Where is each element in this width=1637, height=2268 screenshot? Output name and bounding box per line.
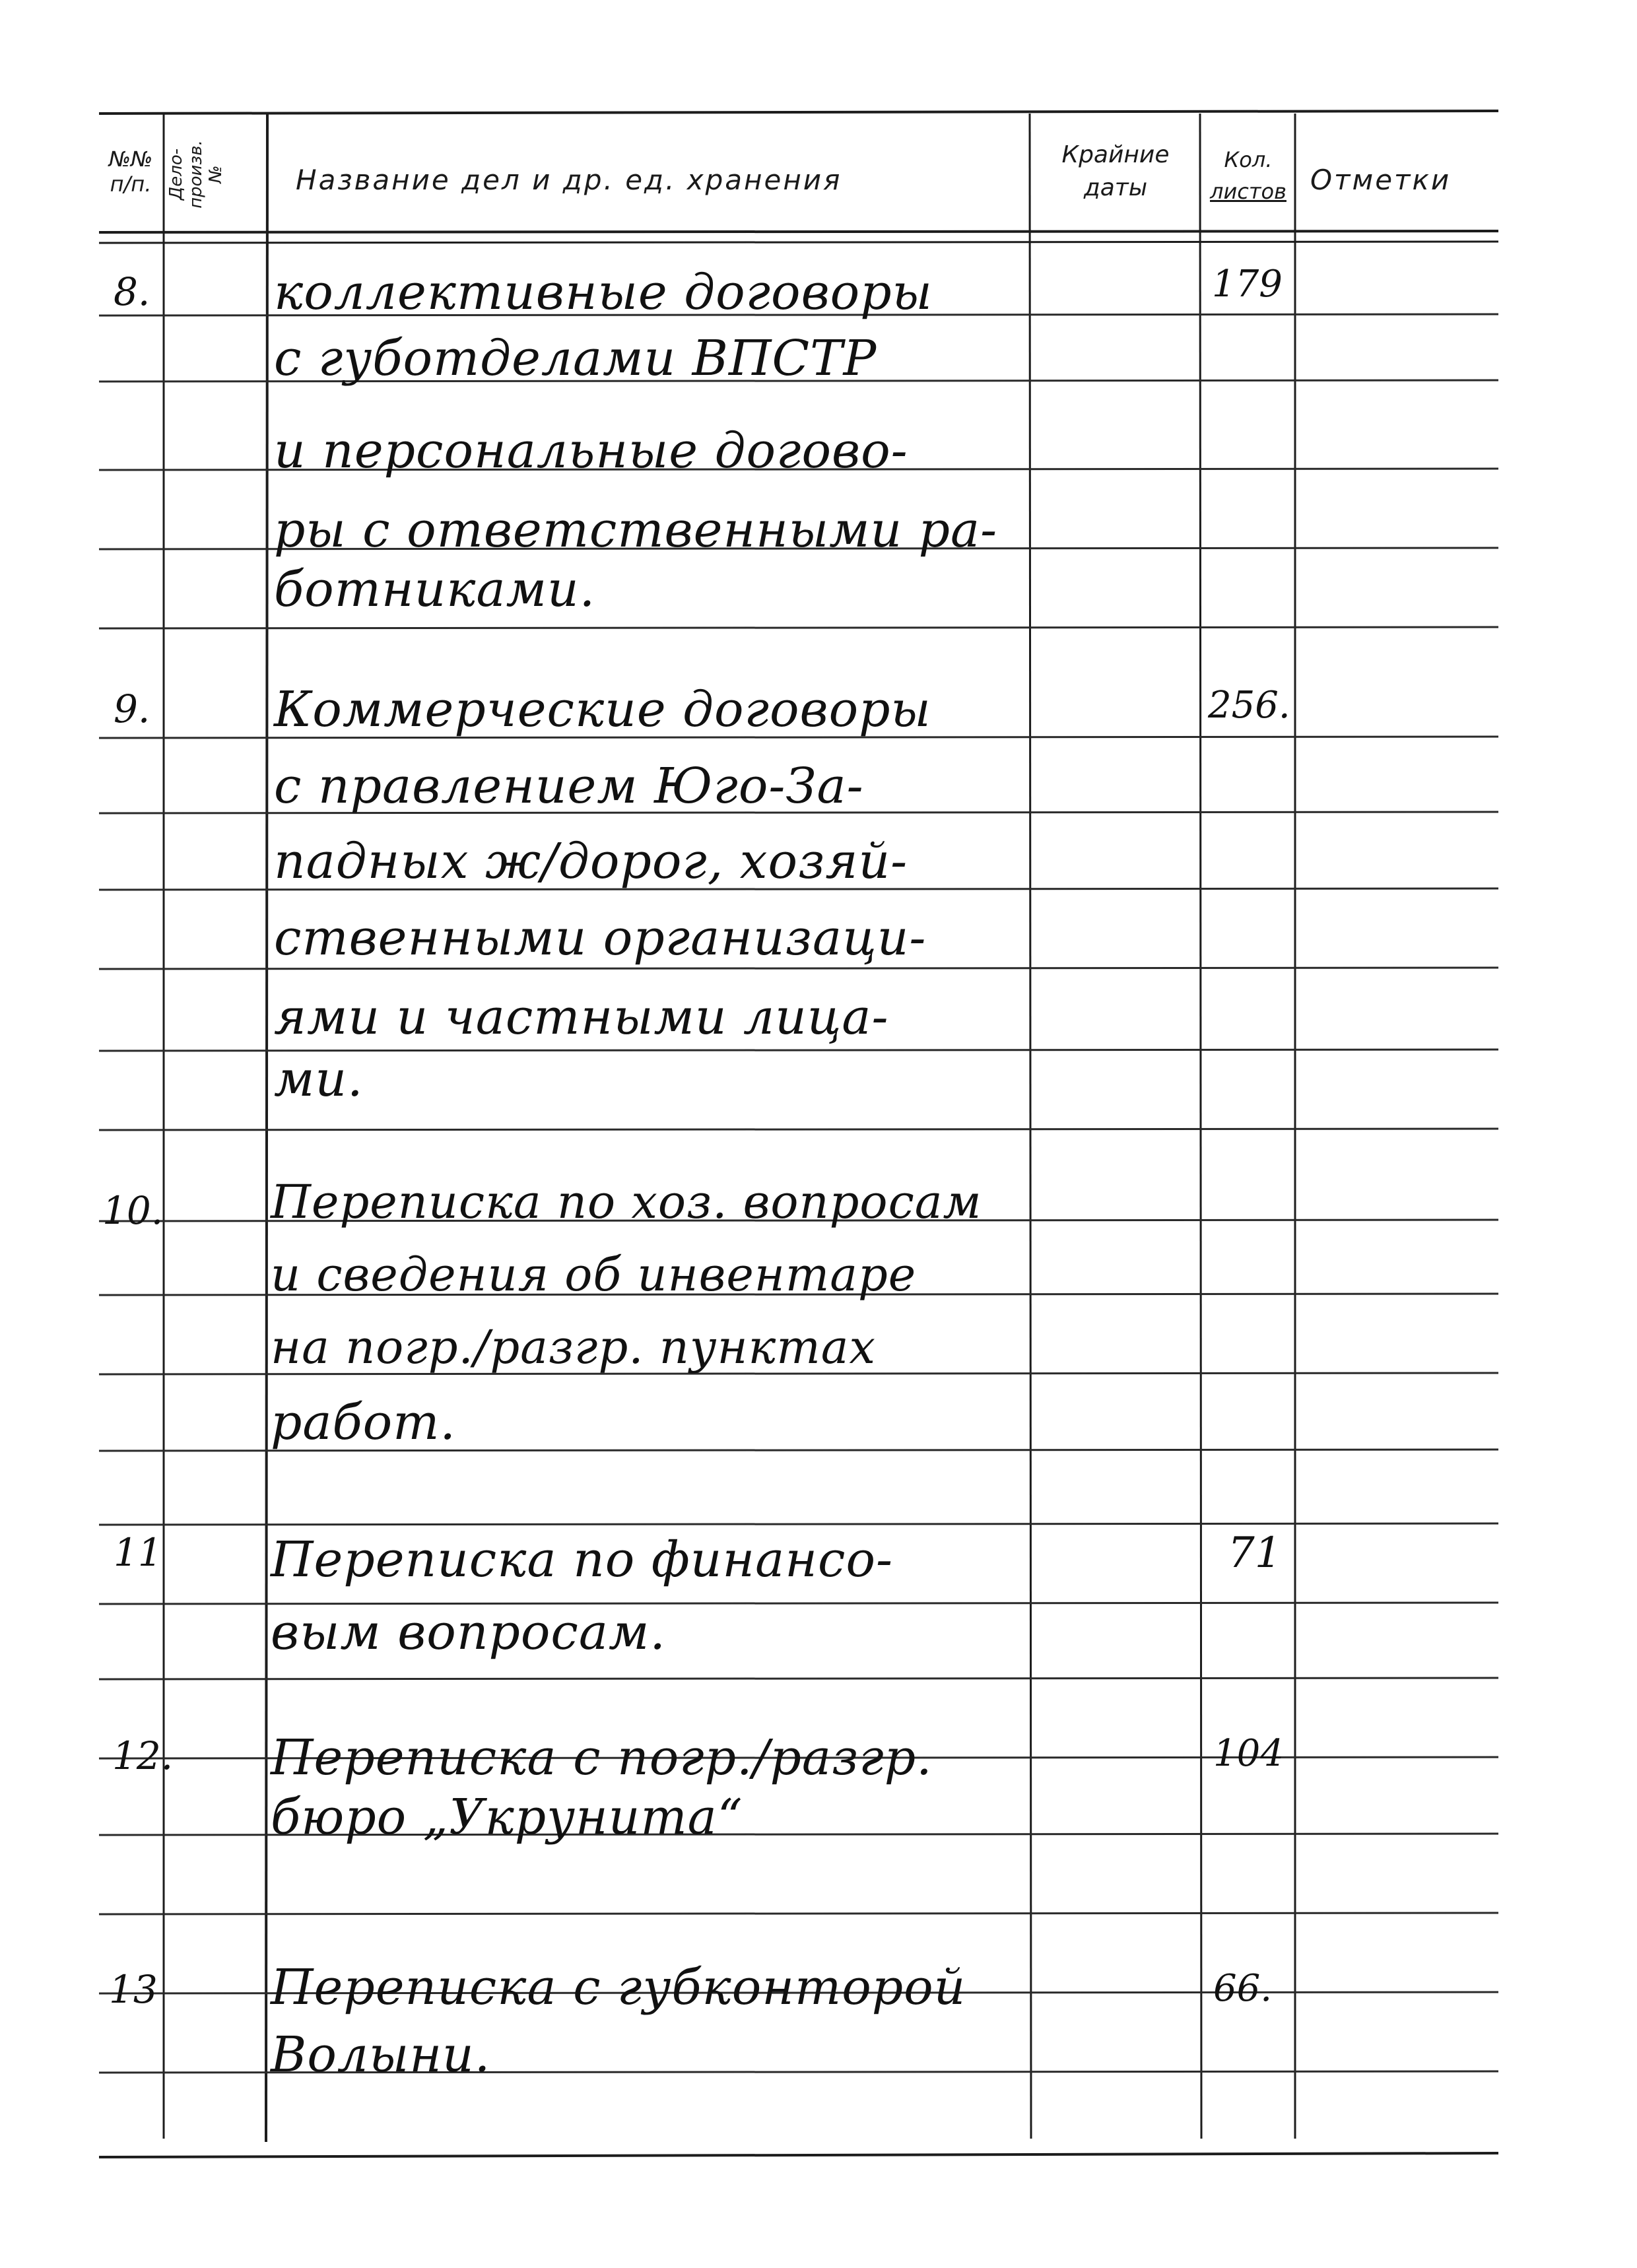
row-title-line: Переписка с губконторой: [271, 1959, 966, 2016]
header-col-case: [166, 119, 265, 230]
ruling-line: [99, 1678, 1498, 1679]
ruling-line: [99, 627, 1498, 628]
header-col-sheets: [1201, 144, 1295, 207]
header-col-number-line1: №№: [108, 147, 153, 172]
ruling-line: [99, 1523, 1498, 1525]
row-sheet-count: 66.: [1213, 1967, 1273, 2010]
row-title-line: ственными организаци-: [274, 910, 927, 966]
row-title-line: коллективные договоры: [274, 264, 933, 321]
row-number: 13: [109, 1967, 158, 2012]
row-number: 12.: [112, 1733, 174, 1778]
row-title-line: вым вопросам.: [271, 1604, 666, 1661]
row-title-line: падных ж/дорог, хозяй-: [274, 833, 908, 890]
header-col-notes: Отметки: [1310, 164, 1452, 196]
row-title-line: Переписка с погр./разгр.: [271, 1729, 933, 1786]
row-title-line: на погр./разгр. пунктах: [271, 1320, 876, 1374]
row-sheet-count: 104: [1213, 1732, 1284, 1775]
row-sheet-count: 256.: [1208, 684, 1290, 727]
header-col-sheets-line2: листов: [1210, 179, 1286, 204]
row-number: 9.: [114, 686, 150, 731]
row-title-line: с правлением Юго-За-: [274, 758, 864, 815]
ruling-line: [99, 1129, 1498, 1130]
row-sheet-count: 179: [1212, 263, 1283, 306]
row-title-line: Переписка по финансо-: [271, 1531, 894, 1588]
row-title-line: ями и частными лица-: [274, 989, 889, 1046]
row-number: 8.: [114, 269, 150, 314]
row-number: 10.: [102, 1188, 164, 1233]
header-col-case-line3: №: [206, 165, 226, 183]
row-title-line: Волыни.: [271, 2026, 491, 2083]
header-col-dates: [1031, 139, 1200, 205]
header-col-dates-line1: Крайние: [1061, 141, 1170, 168]
row-title-line: бюро „Укрунита“: [271, 1789, 743, 1846]
row-title-line: ры с ответственными ра-: [274, 502, 998, 558]
row-sheet-count: 71: [1228, 1529, 1282, 1578]
header-col-number: [99, 147, 162, 197]
row-title-line: Переписка по хоз. вопросам: [271, 1175, 982, 1229]
row-title-line: Коммерческие договоры: [274, 681, 931, 738]
header-col-dates-line2: даты: [1083, 174, 1148, 201]
row-title-line: и персональные догово-: [274, 422, 908, 479]
header-col-number-line2: п/п.: [110, 172, 152, 197]
ruling-line: [99, 1913, 1498, 1914]
ruling-line: [99, 968, 1498, 969]
row-title-line: и сведения об инвентаре: [271, 1248, 917, 1302]
row-title-line: ми.: [274, 1051, 364, 1108]
row-title-line: ботниками.: [274, 561, 596, 618]
header-col-case-line2: произв.: [186, 140, 206, 209]
row-title-line: работ.: [271, 1394, 456, 1451]
header-col-case-line1: Дело-: [166, 148, 186, 201]
header-col-sheets-line1: Кол.: [1224, 147, 1273, 172]
row-number: 11: [114, 1530, 162, 1575]
header-col-title: Название дел и др. ед. хранения: [296, 164, 842, 196]
row-title-line: с губотделами ВПСТР: [274, 330, 877, 387]
